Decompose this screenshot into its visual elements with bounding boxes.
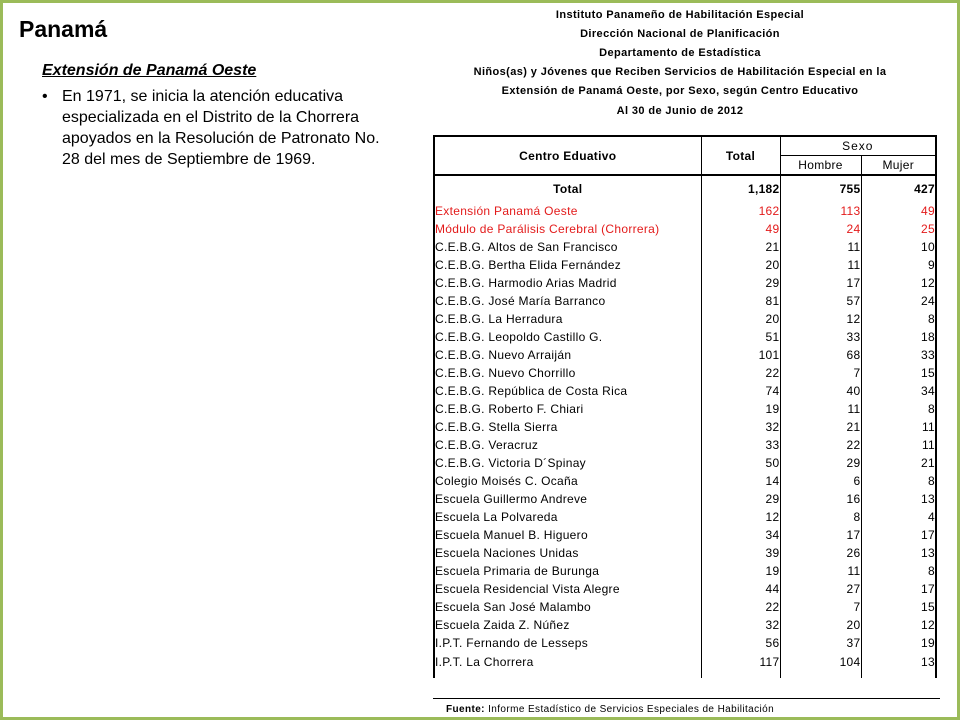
- row-centro-name: C.E.B.G. Altos de San Francisco: [434, 238, 701, 256]
- row-centro-name: Módulo de Parálisis Cerebral (Chorrera): [434, 220, 701, 238]
- bullet-point: [42, 86, 398, 170]
- row-mujer: 34: [861, 382, 936, 400]
- row-mujer: 9: [861, 256, 936, 274]
- row-mujer: 13: [861, 490, 936, 508]
- row-hombre: 27: [780, 580, 861, 598]
- bullet-dot-icon: •: [42, 88, 48, 105]
- row-mujer: 11: [861, 436, 936, 454]
- row-hombre: 68: [780, 346, 861, 364]
- table-row: [434, 292, 936, 310]
- row-total: 39: [701, 544, 780, 562]
- row-mujer: 8: [861, 562, 936, 580]
- table-row: [434, 418, 936, 436]
- row-centro-name: I.P.T. Fernando de Lesseps: [434, 634, 701, 652]
- row-centro-name: C.E.B.G. Leopoldo Castillo G.: [434, 328, 701, 346]
- table-row: [434, 310, 936, 328]
- row-mujer: 19: [861, 634, 936, 652]
- table-row: [434, 526, 936, 544]
- row-hombre: 7: [780, 598, 861, 616]
- row-hombre: 11: [780, 562, 861, 580]
- row-hombre: 29: [780, 454, 861, 472]
- row-mujer: 18: [861, 328, 936, 346]
- row-centro-name: C.E.B.G. Stella Sierra: [434, 418, 701, 436]
- row-hombre: 11: [780, 238, 861, 256]
- table-row: [434, 202, 936, 220]
- table-row: [434, 238, 936, 256]
- report-date: Al 30 de Junio de 2012: [616, 105, 744, 117]
- row-total: 14: [701, 472, 780, 490]
- column-header-total: Total: [701, 136, 780, 175]
- table-row: [434, 598, 936, 616]
- total-row: [434, 175, 936, 202]
- row-centro-name: C.E.B.G. Bertha Elida Fernández: [434, 256, 701, 274]
- row-centro-name: Escuela Primaria de Burunga: [434, 562, 701, 580]
- source-text: Informe Estadístico de Servicios Especiales de Habilitación: [488, 704, 775, 715]
- row-total: 19: [701, 400, 780, 418]
- table-bottom-spacer: [434, 672, 936, 678]
- row-hombre: 20: [780, 616, 861, 634]
- table-row: [434, 256, 936, 274]
- spacer-cell: [434, 672, 701, 678]
- row-mujer: 4: [861, 508, 936, 526]
- source-note: [446, 704, 774, 715]
- row-mujer: 25: [861, 220, 936, 238]
- row-centro-name: C.E.B.G. José María Barranco: [434, 292, 701, 310]
- row-centro-name: Escuela La Polvareda: [434, 508, 701, 526]
- row-total: 56: [701, 634, 780, 652]
- spacer-cell: [861, 672, 936, 678]
- row-hombre: 33: [780, 328, 861, 346]
- row-mujer: 15: [861, 364, 936, 382]
- row-hombre: 7: [780, 364, 861, 382]
- row-mujer: 8: [861, 310, 936, 328]
- table-row: [434, 364, 936, 382]
- report-direction: Dirección Nacional de Planificación: [580, 28, 780, 40]
- total-mujer: 427: [861, 175, 936, 202]
- table-row: [434, 400, 936, 418]
- row-hombre: 113: [780, 202, 861, 220]
- row-centro-name: Colegio Moisés C. Ocaña: [434, 472, 701, 490]
- row-total: 101: [701, 346, 780, 364]
- section-heading: Extensión de Panamá Oeste: [42, 62, 257, 79]
- table-row: [434, 562, 936, 580]
- table-row: [434, 652, 936, 672]
- data-table: [433, 135, 937, 678]
- spacer-cell: [701, 672, 780, 678]
- row-mujer: 33: [861, 346, 936, 364]
- row-hombre: 26: [780, 544, 861, 562]
- table-row: [434, 634, 936, 652]
- row-centro-name: Escuela Residencial Vista Alegre: [434, 580, 701, 598]
- row-total: 29: [701, 274, 780, 292]
- row-centro-name: Extensión Panamá Oeste: [434, 202, 701, 220]
- row-total: 32: [701, 616, 780, 634]
- row-total: 20: [701, 256, 780, 274]
- spacer-cell: [780, 672, 861, 678]
- row-centro-name: C.E.B.G. Nuevo Chorrillo: [434, 364, 701, 382]
- row-centro-name: C.E.B.G. Veracruz: [434, 436, 701, 454]
- report-institution: Instituto Panameño de Habilitación Especial: [555, 9, 805, 21]
- row-total: 74: [701, 382, 780, 400]
- row-total: 22: [701, 364, 780, 382]
- row-centro-name: Escuela Manuel B. Higuero: [434, 526, 701, 544]
- row-centro-name: C.E.B.G. Roberto F. Chiari: [434, 400, 701, 418]
- row-mujer: 24: [861, 292, 936, 310]
- total-hombre: 755: [780, 175, 861, 202]
- row-mujer: 17: [861, 526, 936, 544]
- row-hombre: 40: [780, 382, 861, 400]
- column-header-mujer: Mujer: [861, 156, 936, 176]
- row-centro-name: I.P.T. La Chorrera: [434, 652, 701, 672]
- row-mujer: 17: [861, 580, 936, 598]
- row-hombre: 17: [780, 526, 861, 544]
- source-label: Fuente:: [446, 704, 485, 715]
- row-mujer: 12: [861, 274, 936, 292]
- table-row: [434, 274, 936, 292]
- total-label: Total: [434, 175, 701, 202]
- page-title: Panamá: [19, 16, 108, 42]
- row-total: 21: [701, 238, 780, 256]
- row-hombre: 8: [780, 508, 861, 526]
- table-row: [434, 508, 936, 526]
- row-centro-name: C.E.B.G. Harmodio Arias Madrid: [434, 274, 701, 292]
- row-hombre: 24: [780, 220, 861, 238]
- table-row: [434, 580, 936, 598]
- row-mujer: 49: [861, 202, 936, 220]
- row-centro-name: Escuela Naciones Unidas: [434, 544, 701, 562]
- row-total: 81: [701, 292, 780, 310]
- row-centro-name: C.E.B.G. Victoria D´Spinay: [434, 454, 701, 472]
- row-mujer: 13: [861, 544, 936, 562]
- row-hombre: 6: [780, 472, 861, 490]
- column-header-centro: Centro Eduativo: [434, 136, 701, 175]
- row-total: 22: [701, 598, 780, 616]
- row-hombre: 12: [780, 310, 861, 328]
- row-centro-name: C.E.B.G. Nuevo Arraiján: [434, 346, 701, 364]
- row-mujer: 8: [861, 400, 936, 418]
- row-hombre: 17: [780, 274, 861, 292]
- row-total: 20: [701, 310, 780, 328]
- row-hombre: 11: [780, 256, 861, 274]
- table-row: [434, 490, 936, 508]
- table-row: [434, 616, 936, 634]
- table-row: [434, 220, 936, 238]
- row-hombre: 57: [780, 292, 861, 310]
- row-total: 19: [701, 562, 780, 580]
- table-row: [434, 382, 936, 400]
- row-mujer: 15: [861, 598, 936, 616]
- report-header: [430, 6, 930, 121]
- row-mujer: 11: [861, 418, 936, 436]
- row-hombre: 22: [780, 436, 861, 454]
- row-total: 162: [701, 202, 780, 220]
- row-total: 12: [701, 508, 780, 526]
- row-hombre: 11: [780, 400, 861, 418]
- report-department: Departamento de Estadística: [599, 47, 761, 59]
- row-centro-name: Escuela Guillermo Andreve: [434, 490, 701, 508]
- row-total: 33: [701, 436, 780, 454]
- row-centro-name: Escuela Zaida Z. Núñez: [434, 616, 701, 634]
- table-row: [434, 346, 936, 364]
- column-header-sexo: Sexo: [780, 136, 936, 156]
- row-total: 44: [701, 580, 780, 598]
- row-mujer: 8: [861, 472, 936, 490]
- row-hombre: 16: [780, 490, 861, 508]
- report-subject-line-2: Extensión de Panamá Oeste, por Sexo, según Centro Educativo: [501, 85, 859, 97]
- row-hombre: 37: [780, 634, 861, 652]
- table-row: [434, 544, 936, 562]
- bullet-text: En 1971, se inicia la atención educativa especializada en el Distrito de la Chorrera apoyados en la Resolución de Patronato No. 28 del mes de Septiembre de 1969.: [62, 88, 380, 168]
- row-total: 50: [701, 454, 780, 472]
- row-mujer: 12: [861, 616, 936, 634]
- table-row: [434, 328, 936, 346]
- row-mujer: 21: [861, 454, 936, 472]
- row-centro-name: C.E.B.G. República de Costa Rica: [434, 382, 701, 400]
- row-total: 34: [701, 526, 780, 544]
- column-header-hombre: Hombre: [780, 156, 861, 176]
- row-centro-name: Escuela San José Malambo: [434, 598, 701, 616]
- row-hombre: 21: [780, 418, 861, 436]
- row-hombre: 104: [780, 652, 861, 672]
- row-mujer: 13: [861, 652, 936, 672]
- footer-divider: [433, 698, 940, 699]
- row-total: 32: [701, 418, 780, 436]
- row-total: 29: [701, 490, 780, 508]
- row-centro-name: C.E.B.G. La Herradura: [434, 310, 701, 328]
- table-row: [434, 454, 936, 472]
- row-mujer: 10: [861, 238, 936, 256]
- row-total: 51: [701, 328, 780, 346]
- row-total: 117: [701, 652, 780, 672]
- report-subject-line-1: Niños(as) y Jóvenes que Reciben Servicios de Habilitación Especial en la: [473, 66, 887, 78]
- row-total: 49: [701, 220, 780, 238]
- total-total: 1,182: [701, 175, 780, 202]
- table-row: [434, 472, 936, 490]
- table-row: [434, 436, 936, 454]
